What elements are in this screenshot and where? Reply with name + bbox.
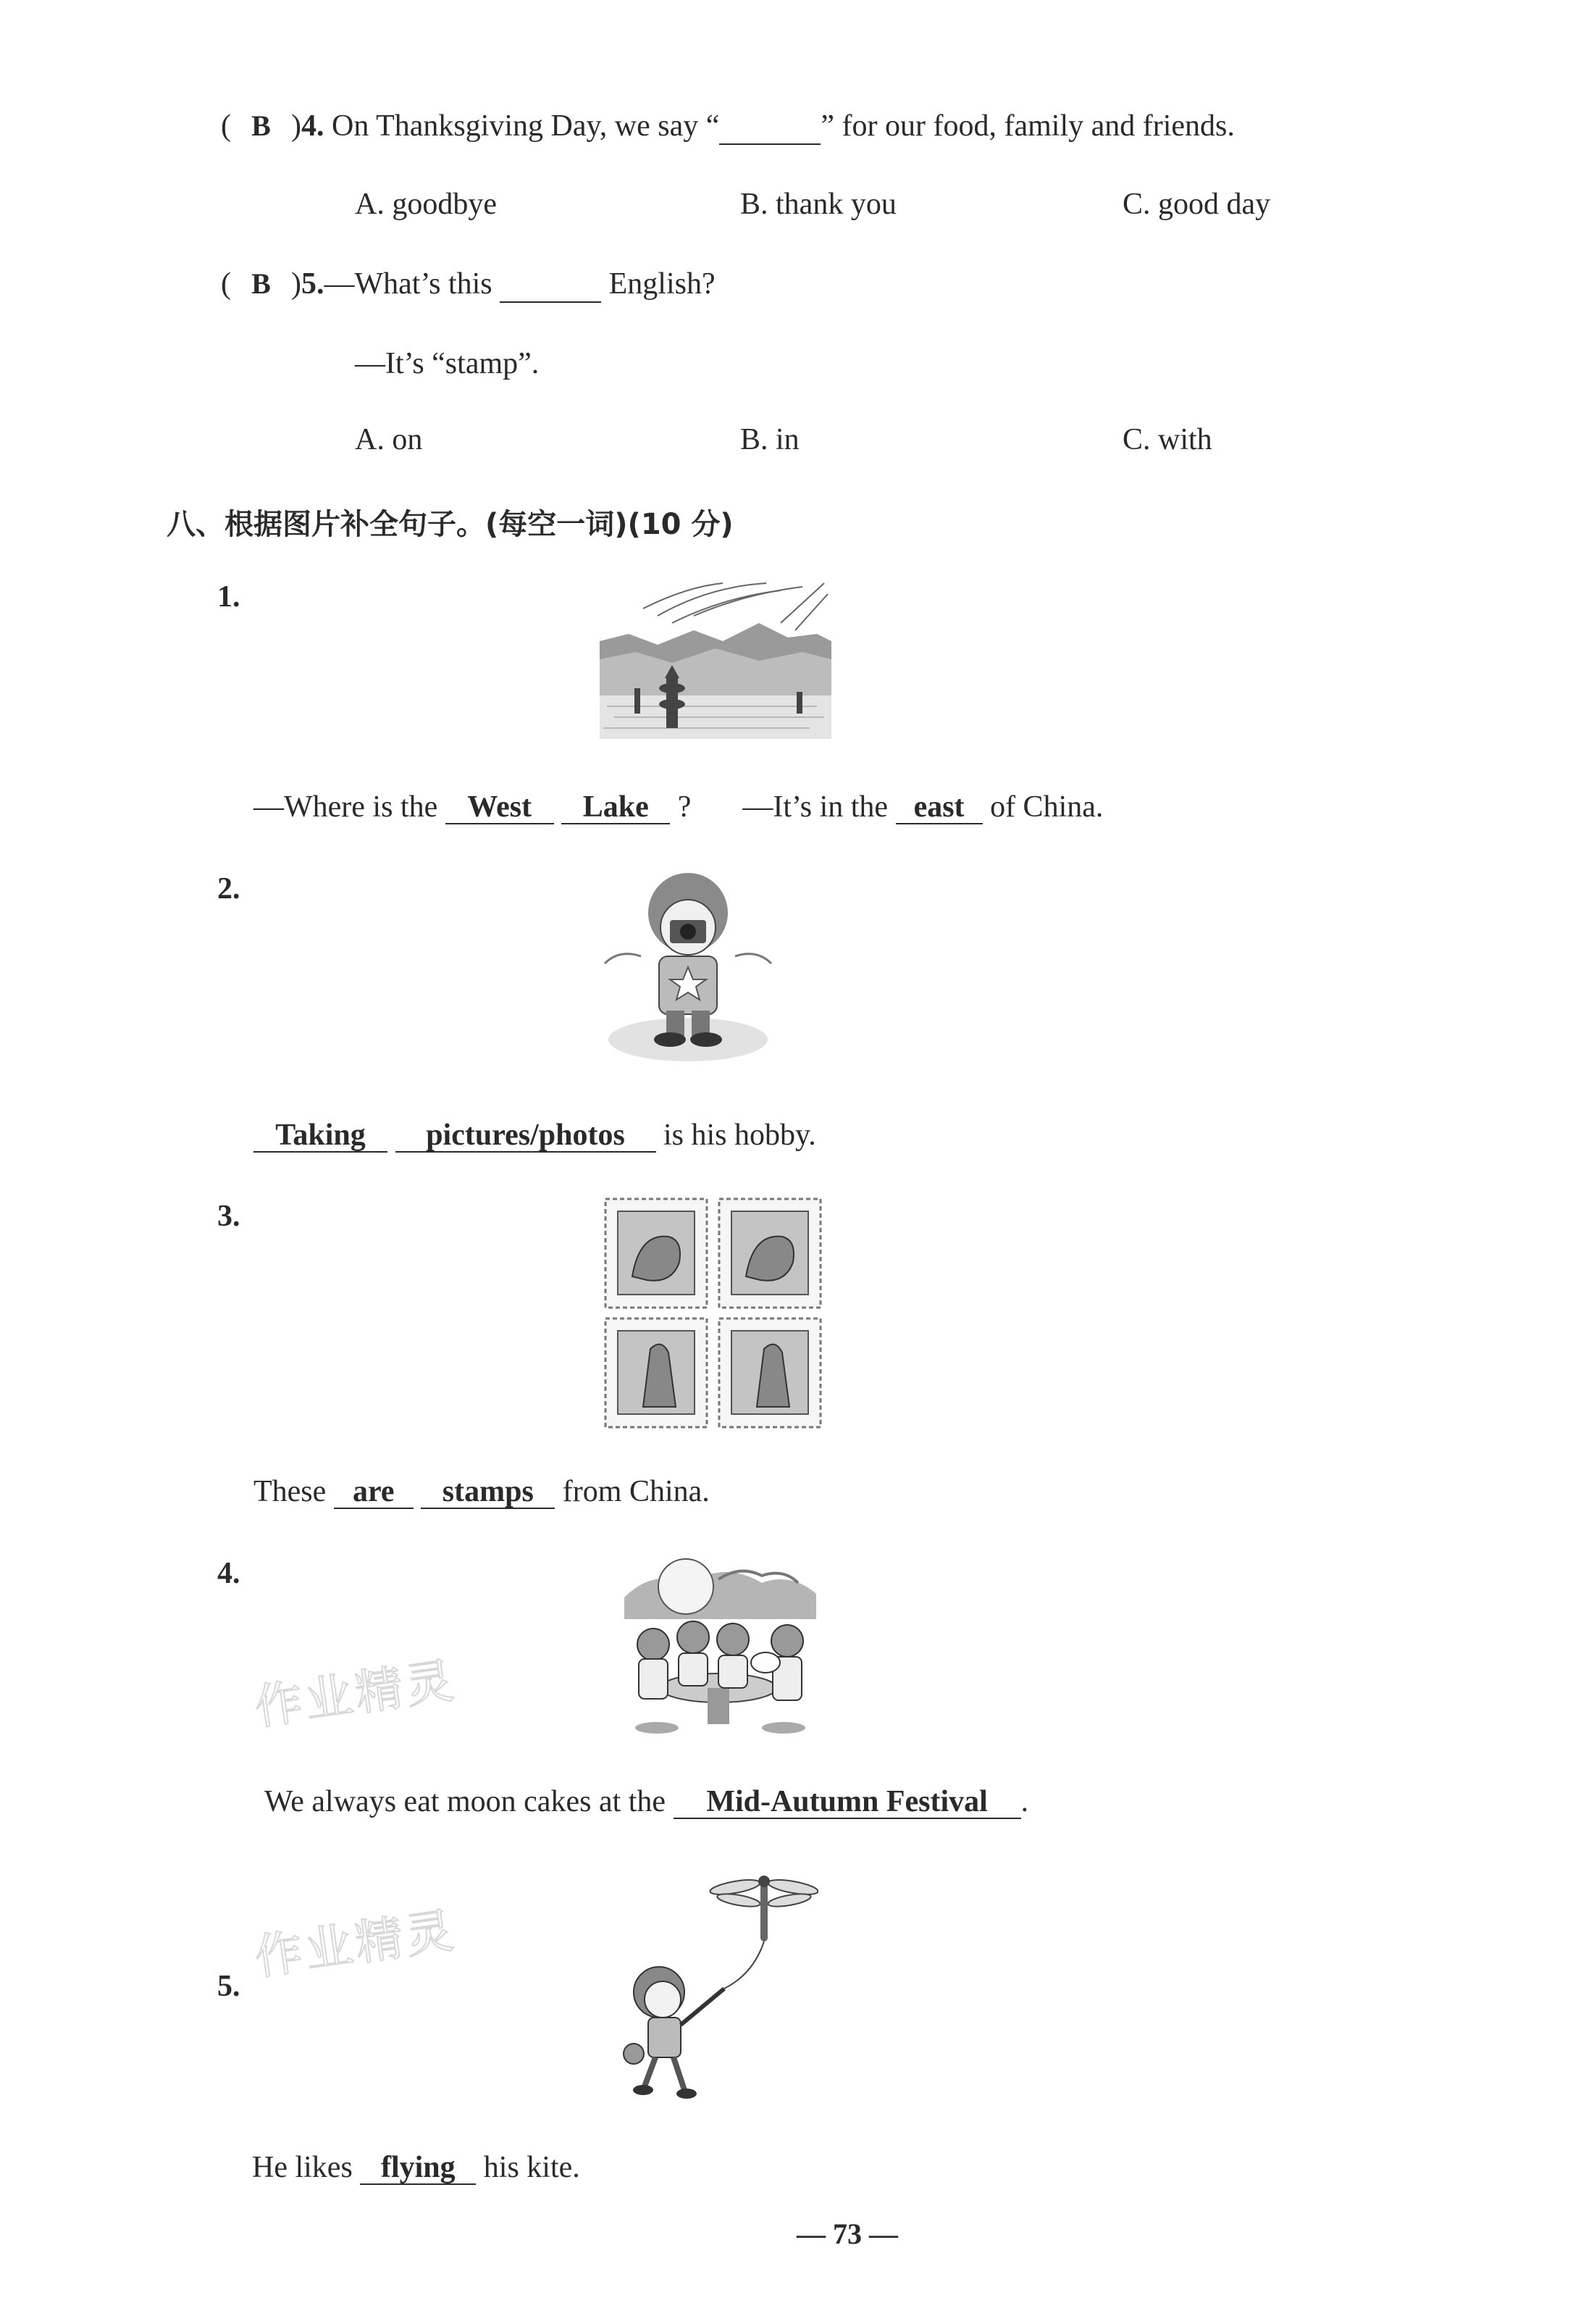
sentence-text: of China. xyxy=(990,790,1104,824)
item-3-sentence xyxy=(253,1474,710,1509)
sentence-text: He likes xyxy=(252,2151,353,2184)
sentence-text: is his hobby. xyxy=(663,1119,816,1152)
answer-4: B xyxy=(251,109,271,142)
sentence-text: from China. xyxy=(562,1475,710,1508)
mc-question-5 xyxy=(221,267,716,303)
question-number: 5. xyxy=(301,267,324,301)
answer-blank xyxy=(719,109,821,145)
answer-blank xyxy=(500,267,601,303)
stamps-picture xyxy=(603,1197,824,1429)
item-5-sentence xyxy=(252,2150,580,2185)
sentence-text: —It’s in the xyxy=(742,790,889,824)
question-stem-after: ” for our food, family and friends. xyxy=(821,109,1235,143)
question-stem-after: English? xyxy=(608,267,716,301)
boy-kite-picture xyxy=(616,1873,818,2104)
paren-close: ) xyxy=(291,267,301,301)
paren-open: ( xyxy=(221,109,231,143)
paren-close: ) xyxy=(291,109,301,143)
sentence-text: ? xyxy=(677,790,692,824)
mid-autumn-picture xyxy=(624,1554,816,1739)
item-number: 5. xyxy=(217,1970,240,2003)
boy-camera-picture xyxy=(597,869,779,1065)
answer-5: B xyxy=(251,267,271,300)
question-number: 4. xyxy=(301,109,324,143)
answer-blank: Lake xyxy=(561,791,670,824)
question-stem-before: —What’s this xyxy=(324,267,492,301)
option-c: C. good day xyxy=(1123,188,1271,221)
item-2-sentence xyxy=(253,1118,816,1153)
paren-open: ( xyxy=(221,267,231,301)
option-b: B. in xyxy=(740,423,800,456)
mc-question-4 xyxy=(221,109,1235,145)
answer-blank: are xyxy=(334,1476,414,1509)
answer-blank: stamps xyxy=(421,1476,555,1509)
answer-blank: Taking xyxy=(253,1119,387,1153)
item-1-sentence xyxy=(253,790,1103,824)
answer-blank: Mid-Autumn Festival xyxy=(674,1786,1021,1819)
sentence-text: . xyxy=(1020,1785,1029,1818)
item-number: 3. xyxy=(217,1200,240,1233)
option-c: C. with xyxy=(1123,423,1212,456)
page-number: — 73 — xyxy=(797,2218,898,2250)
west-lake-picture xyxy=(600,580,831,745)
item-number: 2. xyxy=(217,872,240,906)
sentence-text: his kite. xyxy=(483,2151,580,2184)
answer-blank: east xyxy=(896,791,983,824)
item-number: 1. xyxy=(217,580,240,614)
watermark: 作业精灵 xyxy=(251,1652,460,1736)
sentence-text: These xyxy=(253,1475,327,1508)
option-b: B. thank you xyxy=(740,188,897,221)
option-a: A. on xyxy=(355,423,423,456)
sentence-text: —Where is the xyxy=(253,790,438,824)
item-4-sentence xyxy=(264,1784,1028,1819)
answer-blank: West xyxy=(445,791,554,824)
answer-blank: flying xyxy=(360,2152,476,2185)
question-5-reply: —It’s “stamp”. xyxy=(355,347,540,380)
question-stem-before: On Thanksgiving Day, we say “ xyxy=(332,109,720,143)
sentence-text: We always eat moon cakes at the xyxy=(264,1785,666,1818)
watermark: 作业精灵 xyxy=(251,1902,460,1986)
section-heading: 八、根据图片补全句子。(每空一词)(10 分) xyxy=(167,508,734,541)
option-a: A. goodbye xyxy=(355,188,497,221)
answer-blank: pictures/photos xyxy=(395,1119,656,1153)
item-number: 4. xyxy=(217,1557,240,1590)
